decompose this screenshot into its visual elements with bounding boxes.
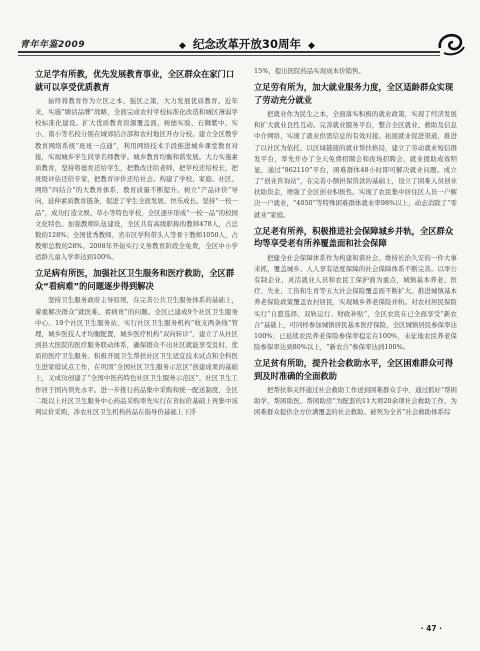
section-heading-elderly-care: 立足老有所养，积极推进社会保障城乡并轨，全区群众均等享受老有所养覆盖面和社会保障 (254, 225, 454, 249)
section-heading-healthcare: 立足病有所医，加强社区卫生服务和医疗救助，全区群众“看病难”的问题逐步得到解决 (35, 268, 235, 291)
section-heading-poverty-relief: 立足贫有所助，提升社会救助水平，全区困难群众可得到及时准确的全面救助 (254, 358, 454, 381)
page-header (0, 0, 480, 50)
paragraph-poverty-relief: 把帮扶和关怀通过社会救助工作送到困难群众手中，通过抓好“帮困助学、帮困助医、帮困助房”为配套的11大项20余项社会救助工作，为困难群众提供全方位满覆盖的社会救助。被列为全省“社会救助体系综 (254, 386, 457, 417)
section-heading-education: 立足学有所教，优先发展教育事业，全区群众在家门口就可以享受优质教育 (35, 69, 235, 92)
diamond-right-icon: ◆ (307, 41, 315, 51)
swirl-logo-icon (436, 28, 466, 58)
paragraph-employment: 把就业作为民生之本，全面落实积极的就业政策，实现了经济发展和扩大就业良性互动。完善就业服务平台，整合全区就业、救助及信息中介网络，实现了就业供需信息的有效对接。拓展就业促进渠道，推进了以社区为依托、以区域链接的就业帮扶格局，建立了劳动就业短信群发平台，率先开办了全天免费招聘会和夜场招聘会，就业援助成效明显，通过“962110”平台，困难群体48小时即可解决就业问题。成立了“创业咨询站”，在完善小额担保贷款的基础上，设立了困难人员创业扶助资金，增强了全区创业积极性。实现了农民集中居住区人员一户解决一户就业，“4050”等特殊困难群体就业率98%以上，动态消除了“零就业”家庭。 (254, 110, 457, 219)
paragraph-healthcare: 坚持卫生服务政府主导原则，在完善公共卫生服务体系的基础上，着重解决群众“就医难、看病贵”的问题。全区已建成9个社区卫生服务中心、19个社区卫生服务站，实行社区卫生服务机构“收支两条线”管理，城乡医技人才均衡配置，城乡医疗机构“双向转诊”，建立了从社区到县大医院的医疗服务联动体系，确保群众不出社区就能享受及时、优质的医疗卫生服务。积极开展卫生帮扶社区卫生适宜技术试点和全科医生进家庭试点工作，在巩固“全国社区卫生服务示范区”创建成果的基础上，又成功创建了“全国中医药特色社区卫生服务示范区”，社区卫生工作居于国内领先水平。进一步推行药品集中采购和统一配送制度，全区二级以上社区卫生服务中心药品采购率先实行在省标价基础上再集中该判议价采购，涉农社区卫生机构药品在指导价基础上下浮 (35, 296, 238, 416)
paragraph-elderly-care: 把健全社会保障体系作为构建和谐社会、维持长治久安的一件大事来抓，覆盖城乡、人人享有适度保障的社会保障体系不断完善。以率公有制企业、灵活就业人员和农民工保护面为重点，城镇基本养老、医疗、失业、工伤和生育等五大社会保险覆盖面不断扩大。推进城镇基本养老保险政策覆盖农村居民，实现城乡养老保险并轨。对农村居民保险实行“自愿选择、双轨运行、财政补贴”，全区农民在已全面享受“新农合”基础上，可同样参加城镇居民基本医疗保险，全区城镇居民参保率达100%；已延续农民养老保险参保率稳定在100%，未征地农民养老保险参保率达到80%以上，“新农合”参保率达到100%。 (254, 253, 457, 351)
section-heading-employment: 立足劳有所为，加大就业服务力度，全区适龄群众实现了劳动充分就业 (254, 82, 454, 105)
right-column (254, 66, 457, 621)
paragraph-education: 始终将教育作为立区之本、强区之策，大力发展优质教育。近年来，实施“塘沽品牌”战略，全面完成农村学校标准化改造和城区薄弱学校标准化建设。扩大优质教育资源覆盖面，树德实验、石狮紫中、实小、南小等名校分别在城郊结合部和农村地区开办分校。建立全区教学教育网络系统“班班一点通”，利用网络技术手段推进城乡课堂教育对接，实现城乡学生同享名师教学。城乡教育均衡和谐发展。大力实施素质教育，坚持将德育还给学生，把教改还给老师，把学校还给校长，把班级评估还给专家，把教育评价还给社会。构建了学校、家庭、社区、网络“四结合”的大教育体系，教育质量不断提升。树立“产品评价”导向，延伸素质教育链条，促进了学生全面发展、快乐成长。坚持“一校一品”，成功打造文娱、草小等特色学校，全区逐步形成“一校一品”的校园文化特色。加强教师队伍建设，全区共有高级职称的教师478人，占总数的128%；全国优秀教师、省市区学科带头人等骨干教师1050人，占教师总数的28%。2008年开始实行义务教育阶段全免费，全区中小学适龄儿童入学率达到100%。 (35, 97, 238, 262)
yearbook-title: 青年年鉴2009 (20, 40, 86, 50)
left-column (35, 66, 238, 621)
paragraph-healthcare-continued: 15%，提出医院药品实现成本价销售。 (254, 67, 365, 75)
anniversary-banner (176, 36, 318, 52)
page-number: · 47 · (420, 624, 442, 633)
diamond-left-icon: ◆ (179, 41, 186, 51)
header-rule-thin (18, 55, 440, 56)
banner-text: 纪念改革开放30周年 (192, 37, 301, 51)
header-rule (18, 51, 440, 53)
